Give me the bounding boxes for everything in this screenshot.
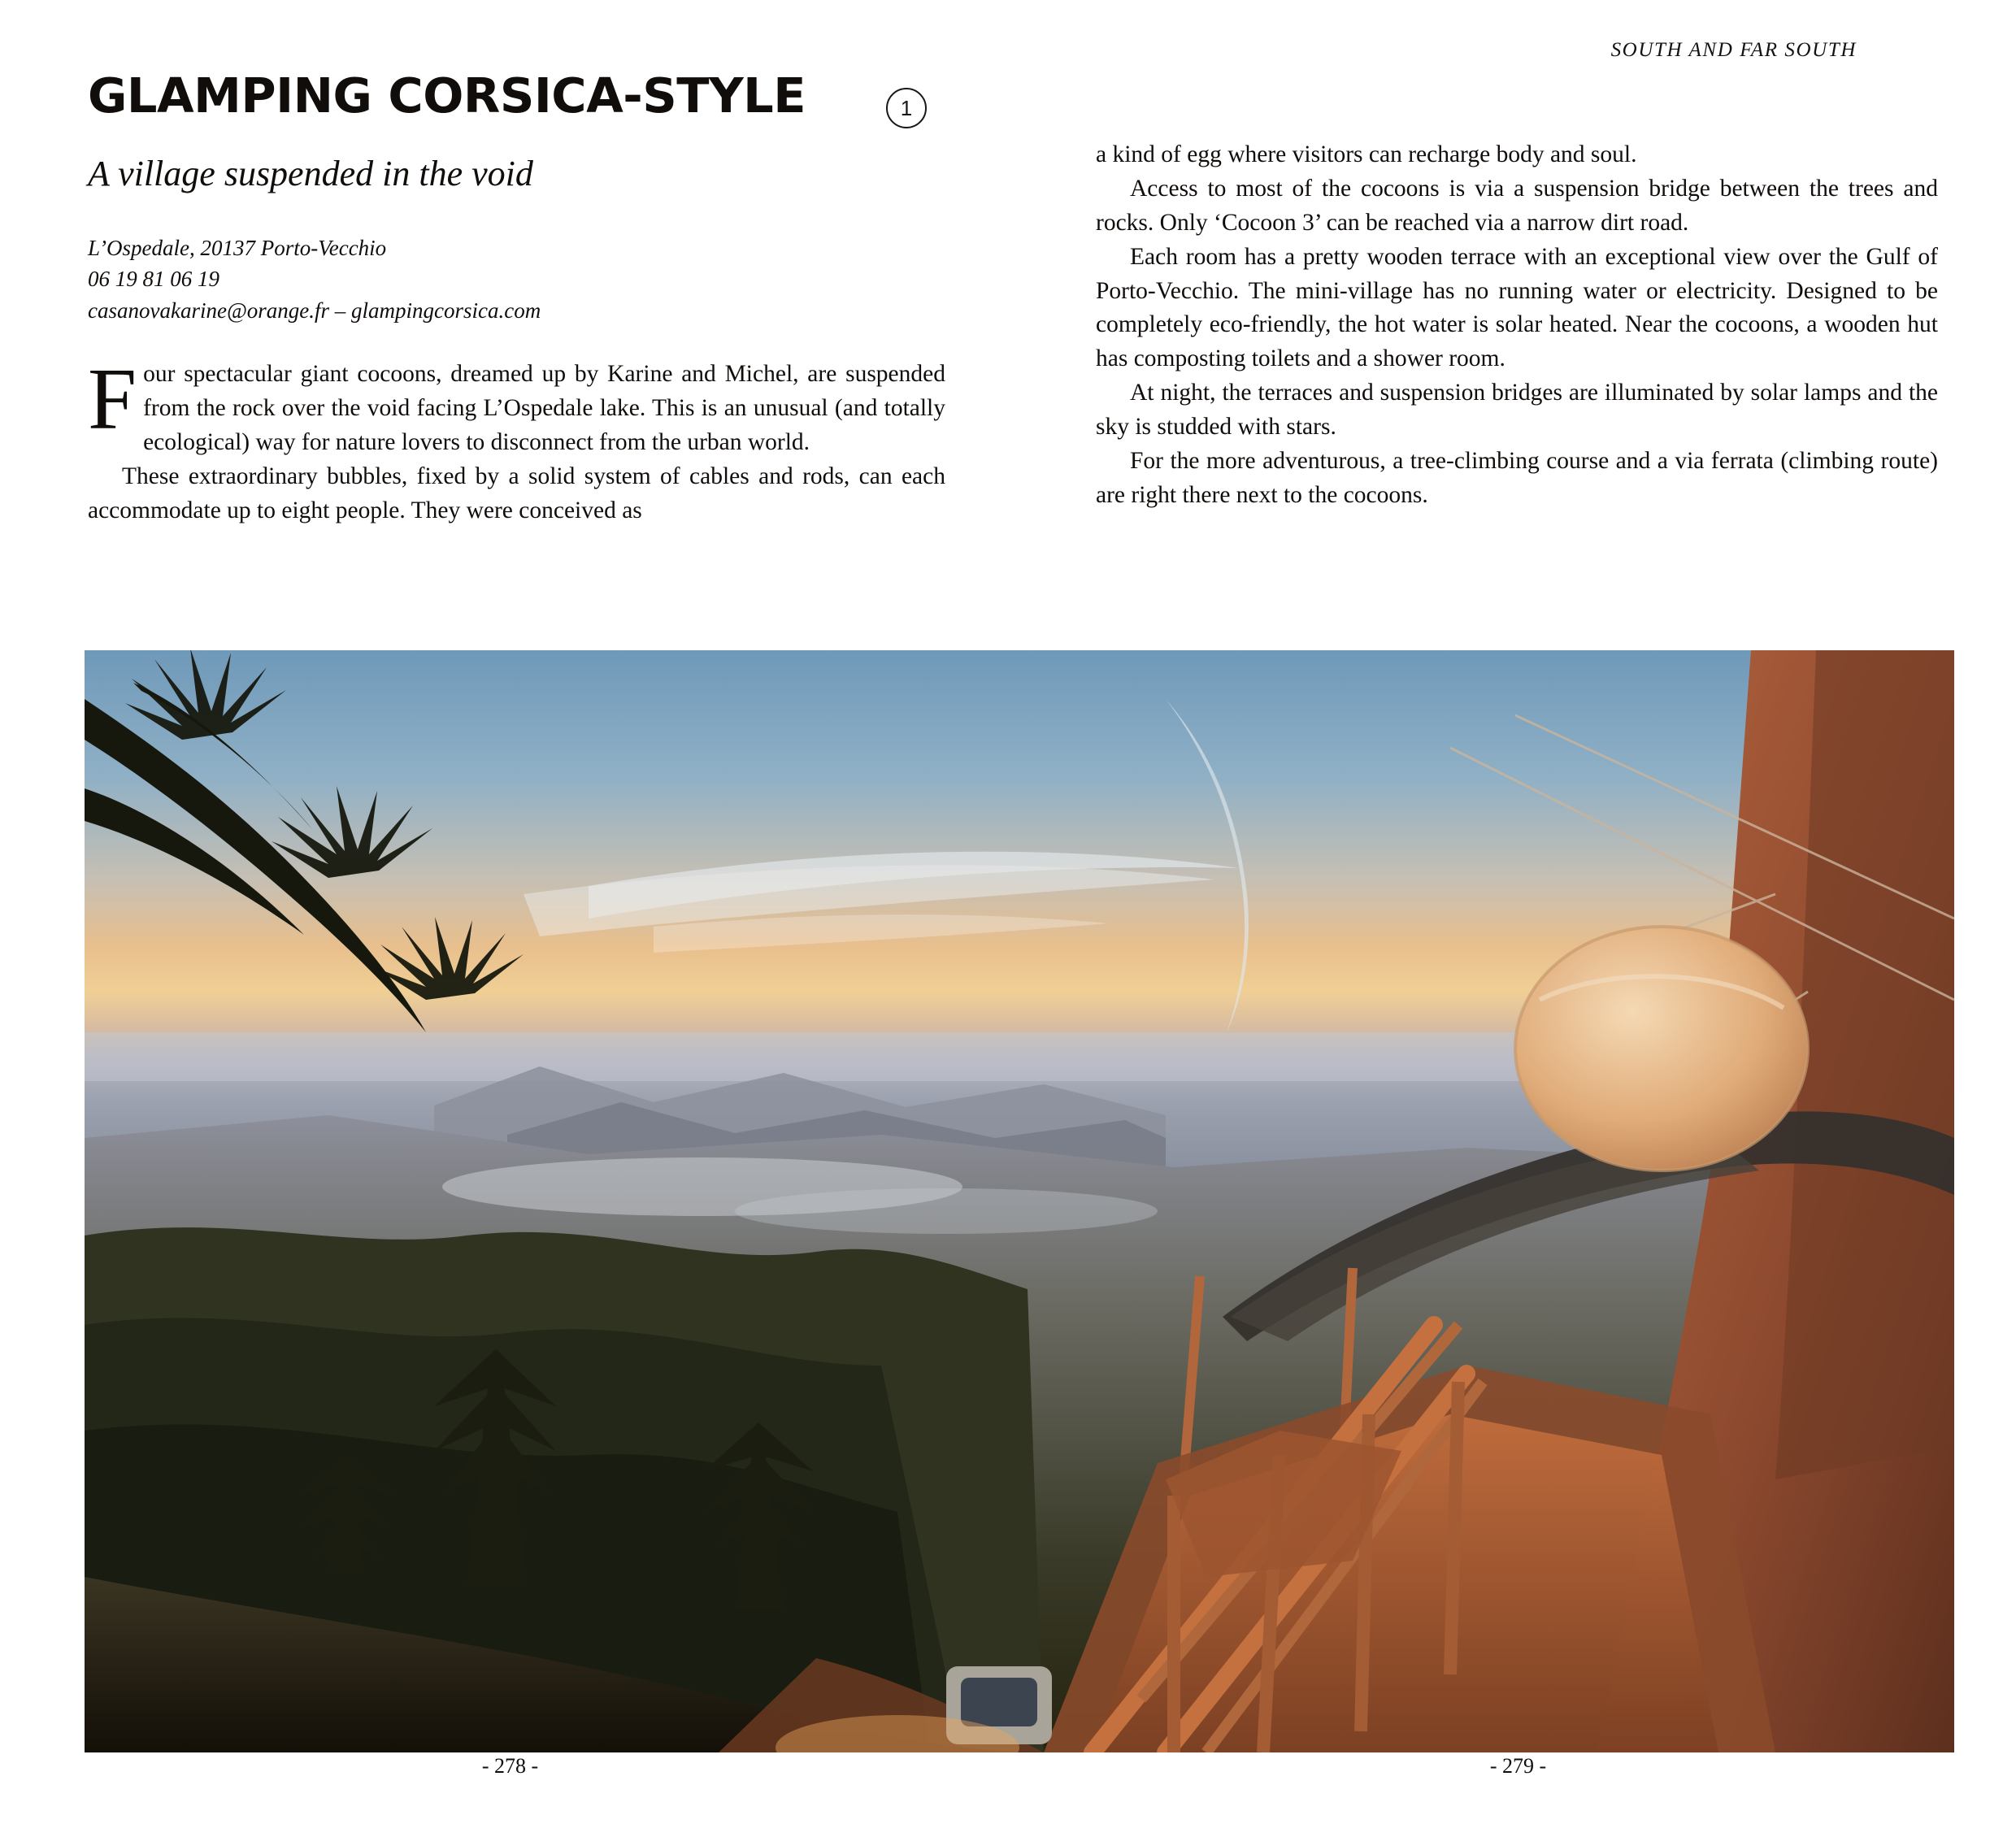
paragraph-text: These extraordinary bubbles, fixed by a solid system of cables and rods, can each accommodate up to eight people. They were conceived as — [88, 463, 945, 523]
paragraph-text: our spectacular giant cocoons, dreamed up by Karine and Michel, are suspended from the rock over the void facing L’Ospedale lake. This is an unusual (and totally ecological) way for nature lovers to disconnect from the urban world. — [143, 361, 945, 455]
map-marker-number: 1 — [900, 96, 913, 120]
article-subtitle: A village suspended in the void — [88, 154, 533, 193]
paragraph-text: Each room has a pretty wooden terrace with an exceptional view over the Gulf of Porto-Vecchio. The mini-village has no running water or electricity. Designed to be completely eco-friendly, the hot water is solar heated. Near the cocoons, a wooden hut has composting toilets and a shower room. — [1096, 243, 1938, 372]
article-body-left — [88, 351, 945, 528]
paragraph-text: a kind of egg where visitors can recharge body and soul. — [1096, 141, 1637, 167]
paragraph-with-dropcap — [88, 351, 945, 460]
contact-email-web: casanovakarine@orange.fr – glampingcorsica.com — [88, 298, 541, 324]
map-marker-badge — [886, 88, 927, 128]
contact-block — [88, 232, 945, 328]
paragraph-text: Access to most of the cocoons is via a suspension bridge between the trees and rocks. Only ‘Cocoon 3’ can be reached via a narrow dirt road. — [1096, 175, 1938, 236]
running-head: SOUTH AND FAR SOUTH — [1610, 39, 1857, 61]
paragraph-text: For the more adventurous, a tree-climbing course and a via ferrata (climbing route) are right there next to the cocoons. — [1096, 447, 1938, 508]
article-photo — [85, 650, 1954, 1752]
paragraph-text: At night, the terraces and suspension bridges are illuminated by solar lamps and the sky is studded with stars. — [1096, 380, 1938, 440]
folio-right: - 279 - — [1489, 1754, 1547, 1778]
page-title: GLAMPING CORSICA-STYLE — [88, 67, 806, 124]
article-right-column — [1096, 138, 1938, 513]
contact-address: L’Ospedale, 20137 Porto-Vecchio — [88, 235, 387, 260]
article-left-column — [88, 67, 945, 528]
contact-phone: 06 19 81 06 19 — [88, 267, 219, 292]
drop-cap: F — [88, 351, 137, 449]
photo-illustration — [85, 650, 1954, 1752]
folio-left: - 278 - — [481, 1754, 539, 1778]
